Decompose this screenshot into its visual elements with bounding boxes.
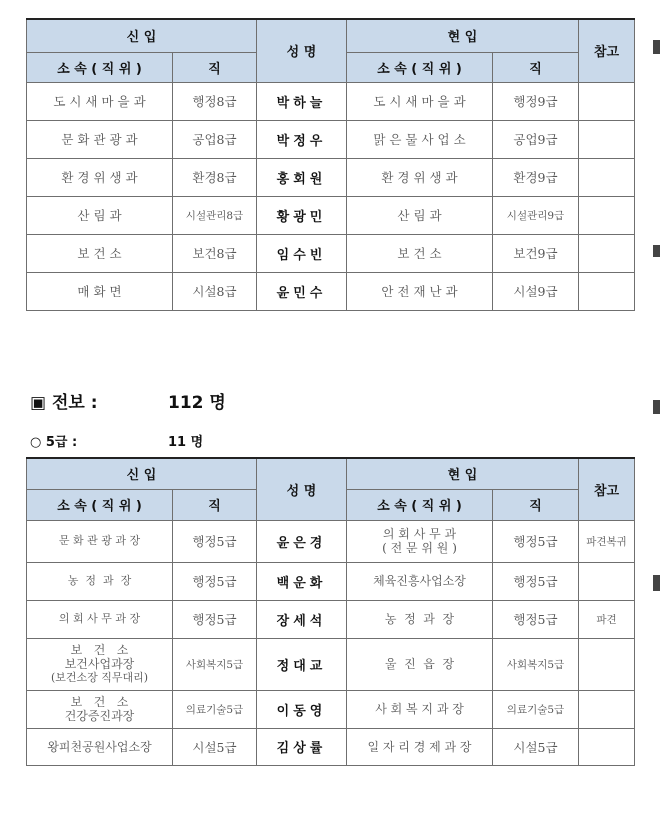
- from-affiliation: 보 건 소: [27, 234, 173, 272]
- person-name: 이동영: [257, 690, 347, 728]
- to-grade: 시설관리9급: [493, 196, 579, 234]
- header-to-affil: 소 속 ( 직 위 ): [347, 489, 493, 520]
- note: [579, 196, 635, 234]
- header-hyeonip: 현 입: [347, 458, 579, 489]
- to-affiliation-line: 의 회 사 무 과: [382, 527, 457, 541]
- person-name: 백운화: [257, 562, 347, 600]
- from-affiliation-line: 농 정 과 장: [67, 574, 132, 587]
- to-affiliation-line: 일 자 리 경 제 과 장: [367, 739, 472, 754]
- to-grade: 의료기술5급: [493, 690, 579, 728]
- to-affiliation-line: 농 정 과 장: [384, 612, 455, 626]
- page-edge-mark: [653, 400, 660, 414]
- person-name: 박정우: [257, 120, 347, 158]
- from-affiliation: 산 림 과: [27, 196, 173, 234]
- to-affiliation: [347, 562, 493, 600]
- to-grade: 행정5급: [493, 600, 579, 638]
- from-affiliation: 매 화 면: [27, 272, 173, 310]
- from-affiliation: [27, 520, 173, 562]
- header-to-grade: 직: [493, 489, 579, 520]
- from-affiliation: [27, 600, 173, 638]
- from-grade: 시설5급: [173, 728, 257, 765]
- table-row: [27, 562, 635, 600]
- to-grade: 시설5급: [493, 728, 579, 765]
- person-name: 김상률: [257, 728, 347, 765]
- header-sinip: 신 입: [27, 458, 257, 489]
- to-affiliation-line: 울 진 읍 장: [384, 657, 455, 671]
- header-name: 성 명: [257, 19, 347, 82]
- from-grade: 의료기술5급: [173, 690, 257, 728]
- to-affiliation: [347, 520, 493, 562]
- note: [579, 272, 635, 310]
- to-affiliation: 도 시 새 마 을 과: [347, 82, 493, 120]
- from-affiliation-line: 의 회 사 무 과 장: [58, 612, 141, 625]
- transfer-heading: ▣ 전보 :: [30, 393, 98, 413]
- from-affiliation-line: 보건사업과장: [64, 657, 135, 671]
- table-row: [27, 600, 635, 638]
- from-affiliation-line: 왕피천공원사업소장: [47, 739, 152, 754]
- person-name: 임수빈: [257, 234, 347, 272]
- from-grade: 행정5급: [173, 520, 257, 562]
- person-name: 윤민수: [257, 272, 347, 310]
- to-grade: 공업9급: [493, 120, 579, 158]
- to-affiliation: [347, 600, 493, 638]
- note: 파견: [579, 600, 635, 638]
- to-grade: 행정5급: [493, 562, 579, 600]
- header-note: 참고: [579, 19, 635, 82]
- new-appointment-table-1: [26, 18, 635, 311]
- note: 파견복귀: [579, 520, 635, 562]
- note: [579, 158, 635, 196]
- from-affiliation: [27, 728, 173, 765]
- to-affiliation: 산 림 과: [347, 196, 493, 234]
- header-from-grade: 직: [173, 489, 257, 520]
- from-affiliation-line: 보 건 소: [70, 643, 129, 657]
- to-affiliation-line: 체육진흥사업소장: [373, 574, 466, 588]
- from-affiliation: 문 화 관 광 과: [27, 120, 173, 158]
- person-name: 장세석: [257, 600, 347, 638]
- to-affiliation: 맑 은 물 사 업 소: [347, 120, 493, 158]
- to-affiliation: [347, 638, 493, 690]
- header-note: 참고: [579, 458, 635, 520]
- note: [579, 562, 635, 600]
- to-affiliation: 안 전 재 난 과: [347, 272, 493, 310]
- note: [579, 638, 635, 690]
- grade5-heading: ○ 5급 :: [30, 435, 78, 450]
- table-row: [27, 272, 635, 310]
- note: [579, 728, 635, 765]
- person-name: 윤은경: [257, 520, 347, 562]
- table-row: [27, 82, 635, 120]
- to-grade: 행정5급: [493, 520, 579, 562]
- person-name: 정대교: [257, 638, 347, 690]
- from-affiliation: [27, 638, 173, 690]
- header-from-affil: 소 속 ( 직 위 ): [27, 52, 173, 82]
- to-grade: 보건9급: [493, 234, 579, 272]
- from-grade: 행정8급: [173, 82, 257, 120]
- header-from-affil: 소 속 ( 직 위 ): [27, 489, 173, 520]
- transfer-table-grade5: [26, 457, 635, 766]
- table-row: [27, 234, 635, 272]
- header-sinip: 신 입: [27, 19, 257, 52]
- note: [579, 690, 635, 728]
- transfer-count: 112 명: [168, 393, 226, 413]
- note: [579, 120, 635, 158]
- from-grade: 행정5급: [173, 562, 257, 600]
- to-grade: 사회복지5급: [493, 638, 579, 690]
- header-hyeonip: 현 입: [347, 19, 579, 52]
- header-from-grade: 직: [173, 52, 257, 82]
- note: [579, 82, 635, 120]
- table-row: [27, 158, 635, 196]
- table-row: [27, 728, 635, 765]
- from-grade: 환경8급: [173, 158, 257, 196]
- from-affiliation: [27, 562, 173, 600]
- to-grade: 행정9급: [493, 82, 579, 120]
- table-row: [27, 520, 635, 562]
- to-affiliation-line: ( 전 문 위 원 ): [382, 541, 457, 555]
- table-row: [27, 120, 635, 158]
- to-affiliation: [347, 690, 493, 728]
- person-name: 황광민: [257, 196, 347, 234]
- from-affiliation-line: 문 화 관 광 과 장: [58, 534, 141, 547]
- from-affiliation: 도 시 새 마 을 과: [27, 82, 173, 120]
- to-affiliation: 보 건 소: [347, 234, 493, 272]
- header-to-grade: 직: [493, 52, 579, 82]
- to-grade: 시설9급: [493, 272, 579, 310]
- from-grade: 보건8급: [173, 234, 257, 272]
- table-row: [27, 638, 635, 690]
- from-affiliation-line: 건강증진과장: [64, 709, 135, 723]
- person-name: 홍회원: [257, 158, 347, 196]
- header-to-affil: 소 속 ( 직 위 ): [347, 52, 493, 82]
- page-edge-mark: [653, 575, 660, 591]
- page-edge-mark: [653, 245, 660, 257]
- from-affiliation: [27, 690, 173, 728]
- to-affiliation-line: 사 회 복 지 과 장: [375, 702, 464, 716]
- from-grade: 공업8급: [173, 120, 257, 158]
- header-name: 성 명: [257, 458, 347, 520]
- from-affiliation-line: (보건소장 직무대리): [50, 671, 149, 684]
- page-edge-mark: [653, 40, 660, 54]
- table-row: [27, 196, 635, 234]
- to-grade: 환경9급: [493, 158, 579, 196]
- from-affiliation-line: 보 건 소: [70, 695, 129, 709]
- from-grade: 사회복지5급: [173, 638, 257, 690]
- grade5-count: 11 명: [168, 435, 204, 450]
- to-affiliation: 환 경 위 생 과: [347, 158, 493, 196]
- from-affiliation: 환 경 위 생 과: [27, 158, 173, 196]
- from-grade: 시설관리8급: [173, 196, 257, 234]
- table-row: [27, 690, 635, 728]
- from-grade: 행정5급: [173, 600, 257, 638]
- person-name: 박하늘: [257, 82, 347, 120]
- to-affiliation: [347, 728, 493, 765]
- note: [579, 234, 635, 272]
- from-grade: 시설8급: [173, 272, 257, 310]
